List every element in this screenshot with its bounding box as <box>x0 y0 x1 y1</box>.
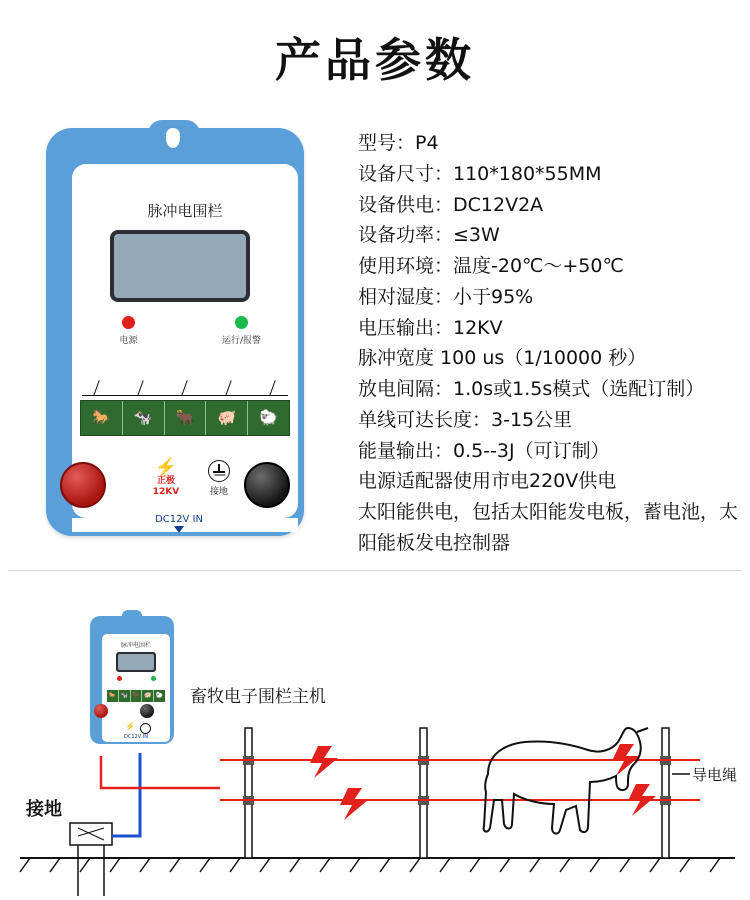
power-led-group <box>94 316 164 346</box>
horse-icon: 🐎 <box>108 693 117 699</box>
device-brand-label: 脉冲电围栏 <box>147 202 223 220</box>
mini-animal-cell <box>131 690 143 702</box>
spec-item-power-rating: 设备功率：≤3W <box>358 224 500 247</box>
mini-animal-cell <box>107 690 119 702</box>
spec-item-line-length: 单线可达长度：3-15公里 <box>358 408 573 431</box>
pig-icon: 🐖 <box>144 693 152 699</box>
sheep-icon: 🐑 <box>259 409 278 427</box>
mini-bolt-icon: ⚡ <box>125 722 135 731</box>
mini-lcd-screen <box>116 652 156 672</box>
run-alarm-led-icon <box>235 316 248 329</box>
mini-dc-label: DC12V IN <box>124 734 148 740</box>
spark-icon <box>137 380 143 395</box>
mini-led-row <box>102 676 170 681</box>
spec-item-environment: 使用环境：温度-20℃～+50℃ <box>358 255 624 278</box>
positive-terminal-marking <box>146 458 186 498</box>
positive-terminal-label-2: 12KV <box>152 486 180 497</box>
animal-icon-strip <box>80 400 290 436</box>
specification-list <box>358 128 748 559</box>
spark-icon <box>93 380 99 395</box>
animal-cell <box>81 401 123 435</box>
diagram-device-illustration <box>86 608 178 748</box>
ground-terminal-knob[interactable] <box>244 462 290 508</box>
installation-diagram <box>0 578 750 900</box>
bull-icon: 🐂 <box>175 409 195 427</box>
spec-item-solar: 太阳能供电，包括太阳能发电板，蓄电池，太阳能板发电控制器 <box>358 501 739 554</box>
mini-ground-icon <box>140 723 151 734</box>
ground-hatching <box>20 858 720 872</box>
mini-animal-cell <box>154 690 165 702</box>
spec-item-adapter: 电源适配器使用市电220V供电 <box>358 470 617 493</box>
fence-posts <box>245 728 669 858</box>
horse-icon: 🐎 <box>92 409 111 427</box>
sheep-icon: 🐑 <box>155 693 164 699</box>
spark-marks <box>310 744 656 820</box>
spec-item-energy-output: 能量输出：0.5--3J（可订制） <box>358 439 610 462</box>
spark-icon <box>225 380 231 395</box>
page-title: 产品参数 <box>275 33 475 87</box>
ground-terminal-marking <box>196 460 242 497</box>
diagram-ground-label: 接地 <box>26 799 62 820</box>
device-illustration <box>36 118 326 548</box>
mini-positive-knob <box>94 704 108 718</box>
animal-cell <box>123 401 165 435</box>
mini-brand-label: 脉冲电围栏 <box>120 642 151 649</box>
mini-run-led-icon <box>151 676 156 681</box>
spec-item-voltage-output: 电压输出：12KV <box>358 316 503 339</box>
power-led-label: 电源 <box>119 336 138 346</box>
mini-device-face <box>102 634 170 742</box>
run-alarm-led-label: 运行/报警 <box>221 336 262 346</box>
pig-icon: 🐖 <box>217 409 237 427</box>
spec-item-discharge-interval: 放电间隔：1.0s或1.5s模式（选配订制） <box>358 378 705 401</box>
power-led-icon <box>122 316 135 329</box>
section-divider <box>8 570 742 571</box>
spec-item-pulse-width: 脉冲宽度 100 us（1/10000 秒） <box>358 347 647 370</box>
cow-icon: 🐄 <box>133 409 153 427</box>
mini-power-led-icon <box>117 676 122 681</box>
led-indicator-row <box>72 316 298 346</box>
bull-icon: 🐂 <box>132 693 140 699</box>
spark-baseline <box>82 395 288 396</box>
dc-input-arrow-icon <box>174 526 184 533</box>
hanger-hole <box>166 128 180 148</box>
spec-item-humidity: 相对湿度：小于95% <box>358 285 534 308</box>
device-lcd-screen <box>110 230 250 302</box>
animal-cell <box>206 401 248 435</box>
spec-item-dimensions: 设备尺寸：110*180*55MM <box>358 162 602 185</box>
ground-icon <box>208 460 230 482</box>
mini-animal-strip <box>107 690 165 702</box>
mini-ground-knob <box>140 704 154 718</box>
live-wire <box>101 756 220 788</box>
mini-animal-cell <box>119 690 131 702</box>
dc-input-label: DC12V IN <box>155 514 203 525</box>
bolt-icon: ⚡ <box>154 457 178 477</box>
cow-icon: 🐄 <box>120 693 128 699</box>
ground-terminal-label: 接地 <box>209 487 228 497</box>
lcd-inner <box>114 234 246 298</box>
animal-cell <box>165 401 207 435</box>
mini-device-body <box>90 616 174 744</box>
diagram-host-label: 畜牧电子围栏主机 <box>190 687 326 707</box>
spark-gap-row <box>82 372 288 396</box>
device-body <box>46 128 304 536</box>
spark-icon <box>181 380 187 395</box>
run-alarm-led-group <box>207 316 277 346</box>
positive-terminal-label-1: 正极 <box>156 476 175 486</box>
mini-animal-cell <box>142 690 154 702</box>
horse-silhouette <box>484 728 641 834</box>
spec-item-model: 型号：P4 <box>358 132 439 154</box>
diagram-rope-label: 导电绳 <box>692 766 738 784</box>
spec-item-power-supply: 设备供电：DC12V2A <box>358 193 544 216</box>
animal-cell <box>248 401 289 435</box>
ground-wire <box>112 753 140 836</box>
mini-lcd-inner <box>118 654 154 670</box>
spark-icon <box>269 380 275 395</box>
positive-terminal-knob[interactable] <box>60 462 106 508</box>
